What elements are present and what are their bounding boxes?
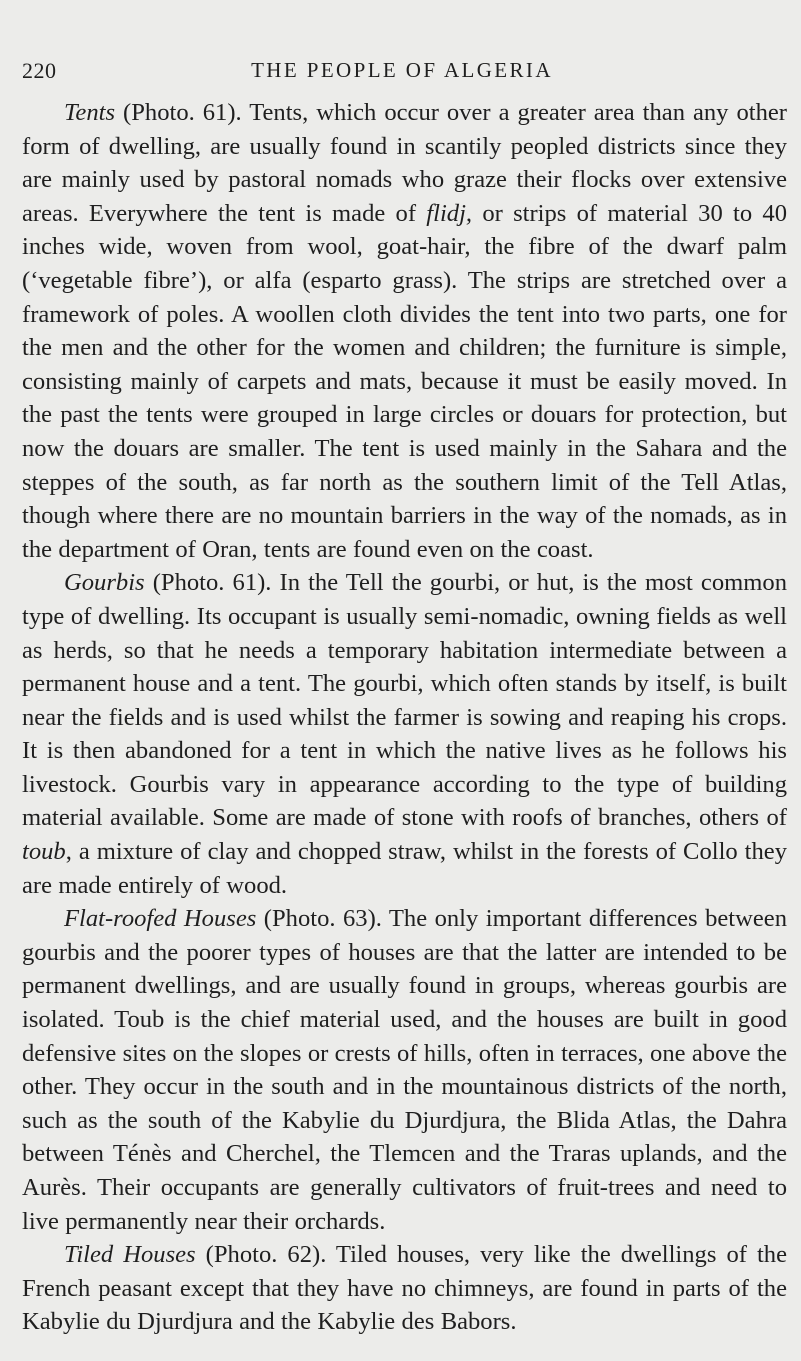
italic-term: flidj,: [426, 199, 473, 227]
running-head: THE PEOPLE OF ALGERIA: [251, 58, 553, 82]
italic-term: toub: [22, 838, 66, 866]
paragraph-heading: Tents: [64, 99, 116, 126]
page-header: [22, 58, 782, 88]
paragraph-heading: Tiled Houses: [64, 1241, 196, 1269]
paragraph-tents: [22, 96, 787, 566]
paragraph-text: (Photo. 63). The only important differences between gourbis and the poorer types of houses are that the latter are intended to be permanent dwellings, and are usually found in groups, whereas gourbis are isolated. Toub is the chief material used, and the houses are built in good defensive sites on the slopes or crests of hills, often in terraces, one above the other. They occur in the south and in the mountainous districts of the north, such as the south of the Kabylie du Djurdjura, the Blida Atlas, the Dahra between Ténès and Cherchel, the Tlemcen and the Traras uplands, and the Aurès. Their occupants are generally cultivators of fruit-trees and need to live permanently near their orchards.: [22, 905, 787, 1235]
paragraph-text: (Photo. 61). In the Tell the gourbi, or hut, is the most common type of dwelling. Its occupant is usually semi-nomadic, owning fields as well as herds, so that he needs a temporary habitation intermediate between a permanent house and a tent. The gourbi, which often stands by itself, is built near the fields and is used whilst the farmer is sowing and reaping his crops. It is then abandoned for a tent in which the native lives as he follows his livestock. Gourbis vary in appearance according to the type of building material available. Some are made of stone with roofs of branches, others of: [22, 569, 787, 832]
paragraph-text: (Photo. 61). Tents, which occur over a greater area than any other form of dwelling, are usually found in scantily peopled districts since they are mainly used by pastoral nomads who graze their flocks over extensive areas. Everywhere the tent is made of: [22, 99, 787, 227]
paragraph-gourbis: [22, 566, 787, 902]
body-text: [22, 96, 787, 1339]
paragraph-text: or strips of material 30 to 40 inches wide, woven from wool, goat-hair, the fibre of the dwarf palm (‘vegetable fibre’), or alfa (esparto grass). The strips are stretched over a framework of poles. A woollen cloth divides the tent into two parts, one for the men and the other for the women and children; the furniture is simple, consisting mainly of carpets and mats, because it must be easily moved. In the past the tents were grouped in large circles or douars for protection, but now the douars are smaller. The tent is used mainly in the Sahara and the steppes of the south, as far north as the southern limit of the Tell Atlas, though where there are no mountain barriers in the way of the nomads, as in the department of Oran, tents are found even on the coast.: [22, 199, 787, 563]
paragraph-tiled-houses: [22, 1238, 787, 1339]
paragraph-heading: Flat-roofed Houses: [64, 905, 257, 933]
page-number: 220: [22, 58, 57, 83]
paragraph-flat-roofed-houses: [22, 902, 787, 1238]
paragraph-heading: Gourbis: [64, 569, 145, 597]
paragraph-text: , a mixture of clay and chopped straw, whilst in the forests of Collo they are made entirely of wood.: [22, 838, 787, 899]
paragraph-text: (Photo. 62). Tiled houses, very like the dwellings of the French peasant except that they have no chimneys, are found in parts of the Kabylie du Djurdjura and the Kabylie des Babors.: [22, 1241, 787, 1336]
